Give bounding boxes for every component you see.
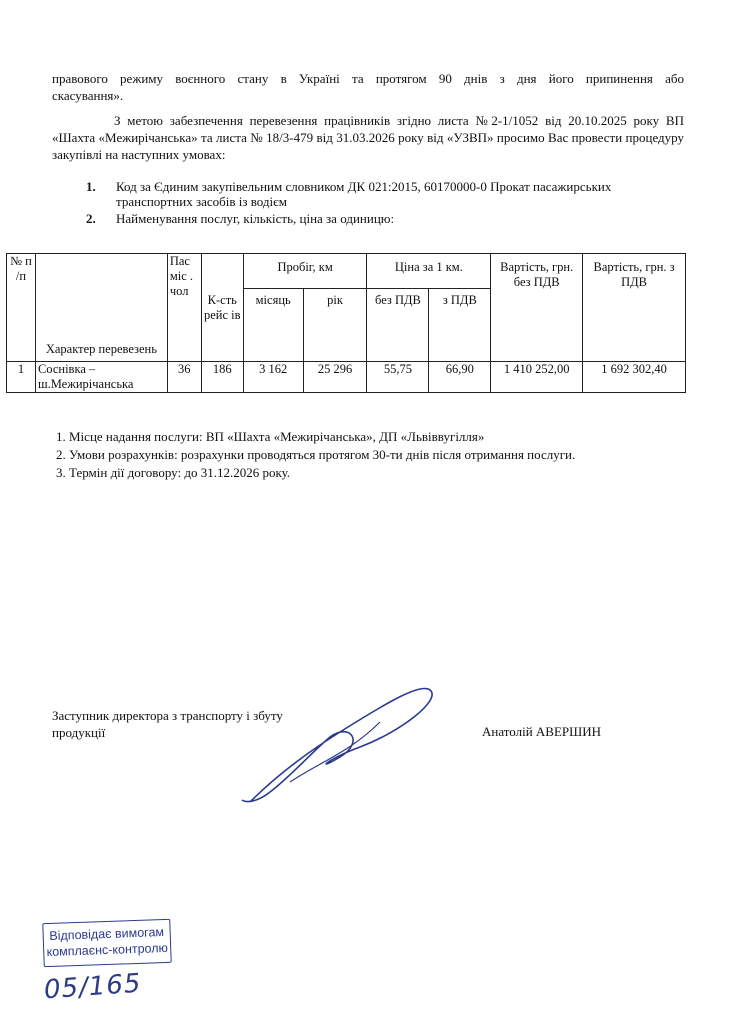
condition-item — [86, 179, 686, 209]
cell-trips: 186 — [201, 362, 243, 393]
header-without-vat: без ПДВ — [367, 289, 429, 362]
header-character: Характер перевезень — [35, 254, 167, 362]
header-mileage: Пробіг, км — [243, 254, 367, 289]
header-month: місяць — [243, 289, 303, 362]
condition-text: Код за Єдиним закупівельним словником ДК 021:2015, 60170000-0 Прокат пасажирських транспортних засобів із водієм — [116, 179, 612, 209]
cell-num: 1 — [7, 362, 36, 393]
term-item: 1. Місце надання послуги: ВП «Шахта «Межирічанська», ДП «Львіввугілля» — [56, 429, 485, 444]
services-table — [6, 253, 686, 393]
cell-price-with-vat: 66,90 — [429, 362, 491, 393]
condition-text: Найменування послуг, кількість, ціна за одиницю: — [116, 211, 395, 226]
header-cost-with-vat: Вартість, грн. з ПДВ — [583, 254, 686, 362]
header-passengers: Пас міс . чол — [167, 254, 201, 362]
term-item: 2. Умови розрахунків: розрахунки проводяться протягом 30-ти днів після отримання послуги. — [56, 447, 576, 462]
table-header-row — [7, 254, 686, 289]
cell-cost-without-vat: 1 410 252,00 — [491, 362, 583, 393]
handwritten-number: 05/165 — [43, 968, 143, 1006]
condition-number: 2. — [86, 211, 96, 226]
header-price: Ціна за 1 км. — [367, 254, 491, 289]
cell-year: 25 296 — [303, 362, 367, 393]
purpose-paragraph: З метою забезпечення перевезення працівників згідно листа №2-1/1052 від 20.10.2025 року ВП «Шахта «Межирічанська» та листа № 18/3-479 від 31.03.2026 року від «УЗВП» просимо Вас провести процедуру закупівлі на наступних умовах: — [52, 113, 684, 162]
signature-image — [230, 662, 450, 812]
cell-cost-with-vat: 1 692 302,40 — [583, 362, 686, 393]
cell-month: 3 162 — [243, 362, 303, 393]
intro-paragraph — [52, 70, 684, 104]
header-year: рік — [303, 289, 367, 362]
table-row — [7, 362, 686, 393]
signatory-title: Заступник директора з транспорту і збуту продукції — [52, 708, 283, 740]
term-item: 3. Термін дії договору: до 31.12.2026 року. — [56, 465, 291, 480]
condition-number: 1. — [86, 179, 96, 194]
header-with-vat: з ПДВ — [429, 289, 491, 362]
cell-character: Соснівка – ш.Межирічанська — [35, 362, 167, 393]
condition-item — [86, 211, 686, 226]
conditions-list — [86, 179, 686, 228]
header-num: № п /п — [7, 254, 36, 362]
header-trips: К-сть рейс ів — [201, 254, 243, 362]
header-cost-without-vat: Вартість, грн. без ПДВ — [491, 254, 583, 362]
cell-passengers: 36 — [167, 362, 201, 393]
signatory-name: Анатолій АВЕРШИН — [482, 724, 602, 739]
intro-line-2: скасування». — [52, 88, 124, 103]
intro-line-1: правового режиму воєнного стану в Україні та протягом 90 днів з дня його припинення або — [52, 71, 684, 86]
compliance-stamp: Відповідає вимогам комплаєнс-контролю — [42, 919, 171, 967]
cell-price-without-vat: 55,75 — [367, 362, 429, 393]
terms-list — [56, 428, 676, 482]
